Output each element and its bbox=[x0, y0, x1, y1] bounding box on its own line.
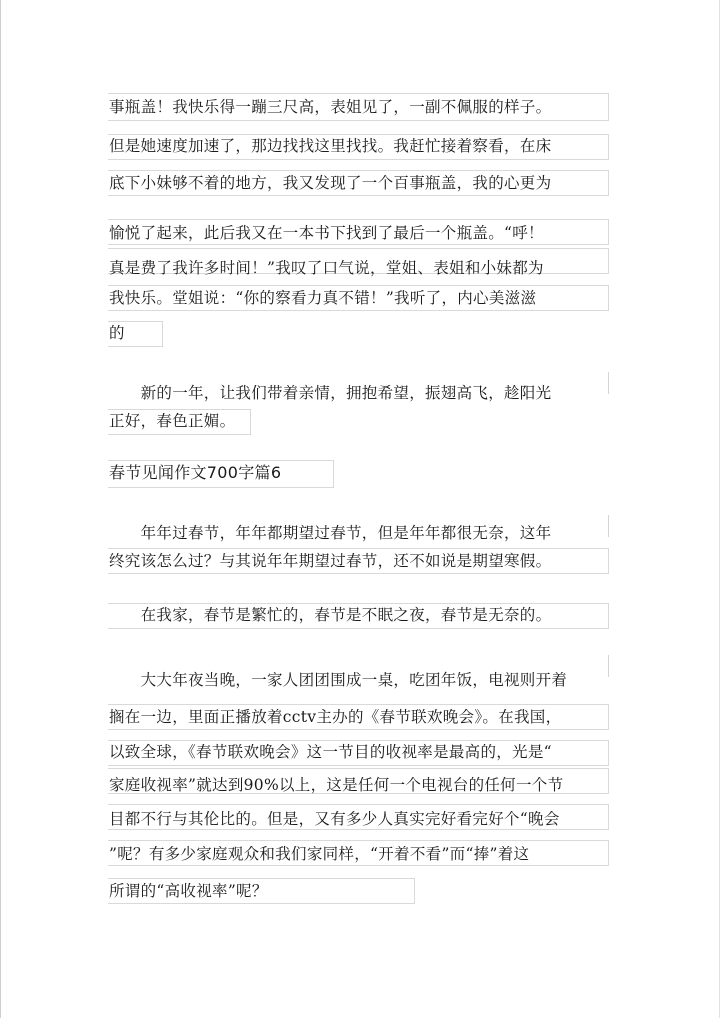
text-line: 新的一年，让我们带着亲情，拥抱希望，振翅高飞，趁阳光 bbox=[109, 384, 552, 402]
text-line: 以致全球，《春节联欢晚会》这一节目的收视率是最高的，光是“ bbox=[109, 743, 552, 761]
text-line: 大大年夜当晚，一家人团团围成一桌，吃团年饭，电视则开着 bbox=[109, 671, 568, 689]
text-line: ”呢？有多少家庭观众和我们家同样，“开着不看”而“捧”着这 bbox=[109, 845, 530, 863]
text-line: 年年过春节，年年都期望过春节，但是年年都很无奈，这年 bbox=[109, 524, 552, 542]
text-line: 目都不行与其伦比的。但是，又有多少人真实完好看完好个“晚会 bbox=[109, 810, 560, 828]
text-line: 搁在一边，里面正播放着cctv主办的《春节联欢晚会》。在我国， bbox=[109, 708, 562, 726]
text-line: 所谓的“高收视率”呢？ bbox=[109, 882, 268, 900]
scan-mark bbox=[608, 372, 609, 394]
section-heading: 春节见闻作文700字篇6 bbox=[109, 463, 282, 482]
text-line: 底下小妹够不着的地方，我又发现了一个百事瓶盖，我的心更为 bbox=[109, 174, 552, 192]
text-line: 家庭收视率”就达到90%以上，这是任何一个电视台的任何一个节 bbox=[109, 776, 564, 794]
text-line: 事瓶盖！我快乐得一蹦三尺高，表姐见了，一副不佩服的样子。 bbox=[109, 98, 552, 116]
text-line: 的 bbox=[109, 324, 125, 342]
text-line: 但是她速度加速了，那边找找这里找找。我赶忙接着察看，在床 bbox=[109, 137, 552, 155]
text-line: 在我家，春节是繁忙的，春节是不眠之夜，春节是无奈的。 bbox=[109, 606, 552, 624]
text-line: 我快乐。堂姐说：“你的察看力真不错！”我听了，内心美滋滋 bbox=[109, 289, 537, 307]
text-line: 终究该怎么过？与其说年年期望过春节，还不如说是期望寒假。 bbox=[109, 552, 552, 570]
text-line: 愉悦了起来，此后我又在一本书下找到了最后一个瓶盖。“呼！ bbox=[109, 224, 544, 242]
text-line: 真是费了我许多时间！”我叹了口气说，堂姐、表姐和小妹都为 bbox=[109, 259, 544, 277]
scan-mark bbox=[608, 515, 609, 537]
text-line: 正好，春色正媚。 bbox=[109, 412, 236, 430]
scan-mark bbox=[608, 655, 609, 677]
page-edge bbox=[0, 0, 1, 1018]
